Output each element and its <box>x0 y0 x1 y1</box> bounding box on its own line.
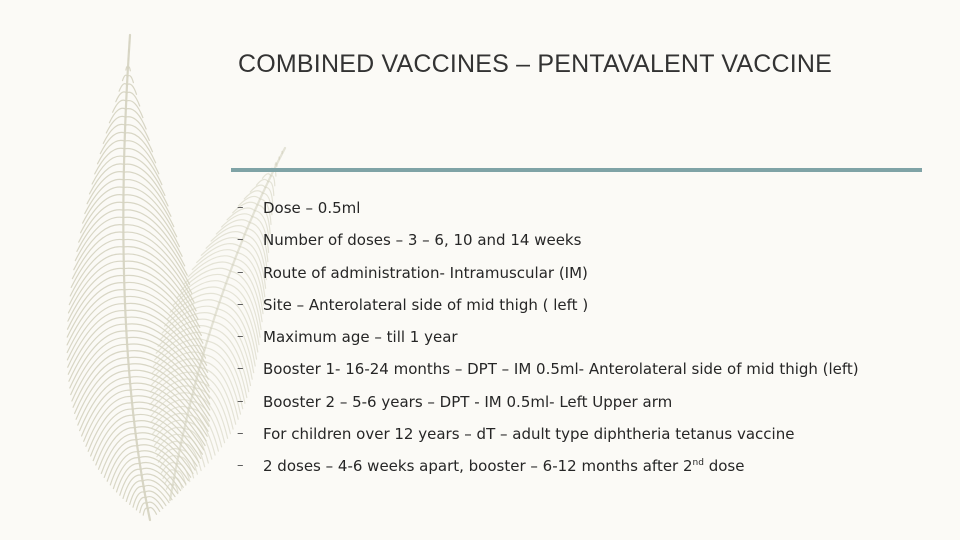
feather-barb <box>117 463 140 491</box>
bullet-item <box>237 358 859 390</box>
title-divider <box>231 168 922 172</box>
feather-barb <box>275 163 276 165</box>
feather-barb <box>123 35 150 520</box>
feather-barb <box>110 452 138 485</box>
bullet-marker: – <box>237 393 244 409</box>
bullet-marker: – <box>237 361 244 377</box>
feather-barb <box>126 109 146 129</box>
bullet-text-last <box>263 455 744 480</box>
feather-barb <box>109 108 125 122</box>
bullet-item <box>237 326 859 358</box>
bullet-item <box>237 262 859 294</box>
feather-barb <box>130 486 144 504</box>
feather-barb <box>127 92 140 106</box>
feather-barb <box>123 217 187 275</box>
feather-barb <box>123 232 191 293</box>
bullet-text: Maximum age – till 1 year <box>263 328 458 347</box>
bullet-text-before: 2 doses – 4-6 weeks apart, booster – 6-12 months after 2 <box>263 457 693 476</box>
bullet-marker: – <box>237 200 244 215</box>
bullet-text: Booster 2 – 5-6 years – DPT - IM 0.5ml- Left Upper arm <box>263 392 673 411</box>
bullet-item <box>237 455 859 487</box>
feather-barb <box>143 508 148 515</box>
feather-barb <box>178 457 193 478</box>
bullet-item <box>237 391 859 423</box>
bullet-text: Site – Anterolateral side of mid thigh ( left ) <box>263 295 589 314</box>
ordinal-superscript: nd <box>692 458 704 469</box>
bullet-text-after: dose <box>703 457 745 476</box>
bullet-marker: – <box>237 296 244 312</box>
bullet-text: For children over 12 years – dT – adult type diphtheria tetanus vaccine <box>263 425 795 444</box>
bullet-marker: – <box>237 329 244 345</box>
bullet-marker: – <box>237 232 244 248</box>
bullet-item <box>237 197 859 229</box>
bullet-marker: – <box>237 264 244 280</box>
bullet-marker: – <box>237 426 244 442</box>
bullet-text: Dose – 0.5ml <box>263 199 361 217</box>
bullet-item <box>237 294 859 326</box>
feather-barb <box>124 254 198 319</box>
bullet-text: Route of administration- Intramuscular (IM) <box>263 263 588 282</box>
bullet-item <box>237 229 859 261</box>
bullet-text: Number of doses – 3 – 6, 10 and 14 weeks <box>263 231 582 250</box>
bullet-marker: – <box>237 458 244 474</box>
bullet-list <box>237 197 859 488</box>
feather-barb <box>145 491 166 506</box>
feather-barb <box>113 100 127 112</box>
bullet-text: Booster 1- 16-24 months – DPT – IM 0.5ml- Anterolateral side of mid thigh (left) <box>263 360 859 379</box>
slide-title: COMBINED VACCINES – PENTAVALENT VACCINE <box>238 50 833 78</box>
feather-barb <box>186 422 212 459</box>
bullet-item <box>237 423 859 455</box>
